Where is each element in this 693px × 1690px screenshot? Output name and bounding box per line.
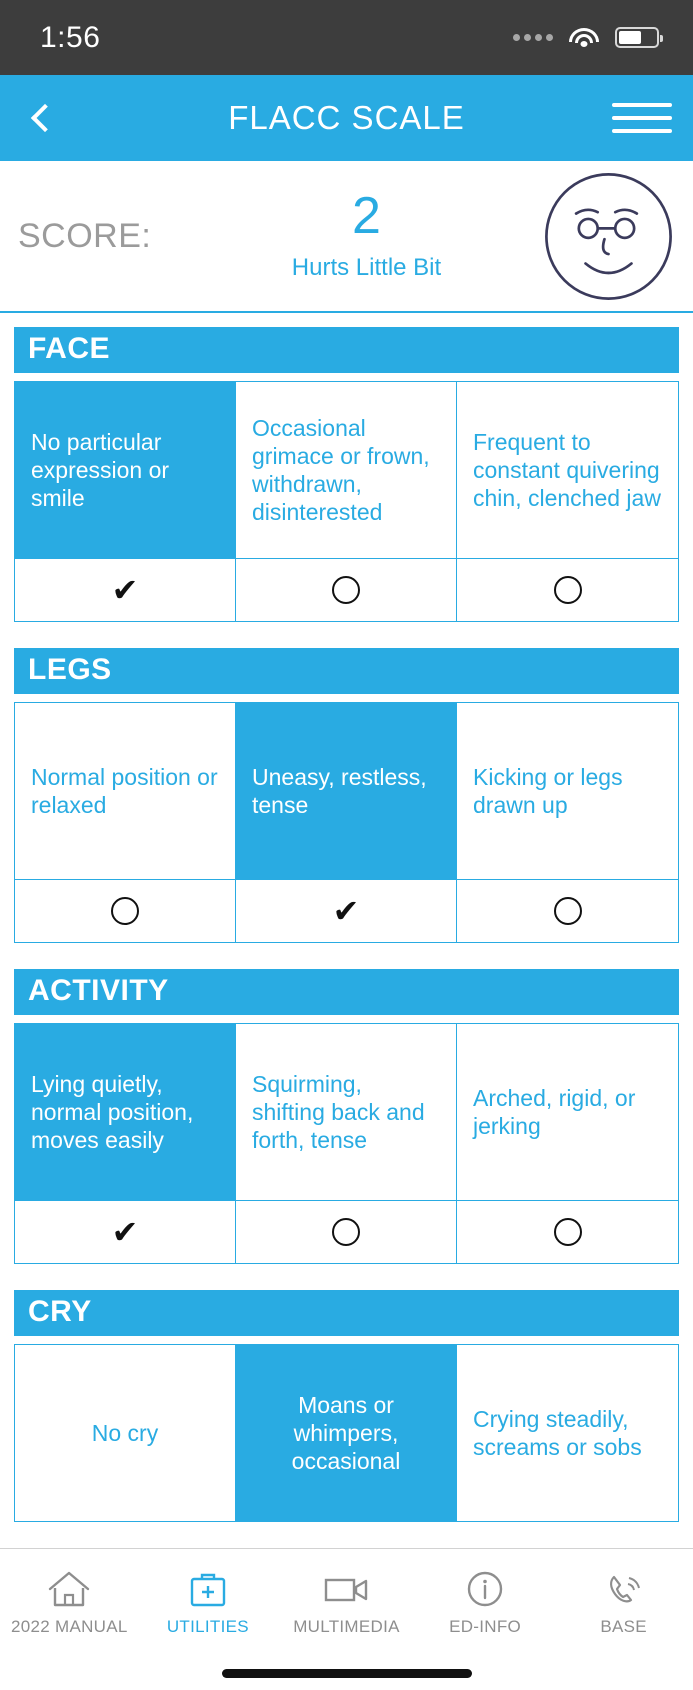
info-circle-icon [462,1569,508,1609]
option-check-selected[interactable] [15,559,236,621]
section-cry [14,1290,679,1522]
option-check[interactable] [457,559,678,621]
circle-outline-icon [332,576,360,604]
check-mark-icon: ✔ [332,893,360,929]
score-value: 2 [352,187,381,245]
option-cell[interactable]: Squirming, shifting back and forth, tense [236,1024,457,1200]
status-bar [0,0,693,75]
battery-icon [615,27,659,48]
option-check-selected[interactable] [236,880,457,942]
option-row [14,702,679,880]
option-check[interactable] [457,880,678,942]
check-row [14,1201,679,1264]
option-check[interactable] [15,880,236,942]
back-button[interactable] [0,108,90,128]
score-values [210,187,523,282]
section-face [14,327,679,622]
navigation-bar [0,75,693,161]
circle-outline-icon [554,576,582,604]
option-check[interactable] [457,1201,678,1263]
circle-outline-icon [332,1218,360,1246]
home-indicator[interactable] [0,1656,693,1690]
circle-outline-icon [554,897,582,925]
option-cell[interactable]: No particular expression or smile [15,382,236,558]
flacc-sections[interactable] [0,313,693,1548]
check-mark-icon: ✔ [111,572,139,608]
option-cell[interactable]: Moans or whimpers, occasional [236,1345,457,1521]
option-cell[interactable]: Occasional grimace or frown, withdrawn, disinterested [236,382,457,558]
section-title: ACTIVITY [14,969,679,1015]
home-icon [46,1569,92,1609]
phone-icon [601,1569,647,1609]
section-title: FACE [14,327,679,373]
status-indicators [513,27,659,49]
option-cell[interactable]: Lying quietly, normal position, moves easily [15,1024,236,1200]
option-cell[interactable]: Arched, rigid, or jerking [473,1084,636,1139]
option-row [14,1023,679,1201]
circle-outline-icon [111,897,139,925]
chevron-left-icon [31,104,59,132]
circle-outline-icon [554,1218,582,1246]
tab-label: BASE [600,1616,647,1636]
option-cell[interactable]: Normal position or relaxed [15,703,236,879]
option-cell[interactable]: Frequent to constant quivering chin, clenched jaw [473,428,661,512]
section-title: CRY [14,1290,679,1336]
option-cell[interactable]: Crying steadily, screams or sobs [473,1405,642,1460]
tab-2022-manual[interactable] [0,1569,139,1637]
tab-ed-info[interactable] [416,1569,555,1637]
section-legs [14,648,679,943]
score-header [0,161,693,313]
medical-kit-icon [185,1569,231,1609]
option-check[interactable] [236,559,457,621]
option-cell[interactable]: Uneasy, restless, tense [236,703,457,879]
tab-utilities[interactable] [139,1569,278,1637]
tab-bar [0,1548,693,1656]
option-check-selected[interactable] [15,1201,236,1263]
section-title: LEGS [14,648,679,694]
page-title: FLACC SCALE [228,99,465,136]
option-cell[interactable]: No cry [15,1345,236,1521]
check-mark-icon: ✔ [111,1214,139,1250]
tab-base[interactable] [554,1569,693,1637]
section-activity [14,969,679,1264]
status-time: 1:56 [40,20,101,54]
hamburger-menu-icon[interactable] [597,103,693,133]
video-camera-icon [320,1569,372,1609]
option-check[interactable] [236,1201,457,1263]
tab-label: 2022 MANUAL [10,1616,128,1636]
smiley-face-icon [523,169,693,304]
tab-multimedia[interactable] [277,1569,416,1637]
option-cell[interactable]: Kicking or legs drawn up [473,763,623,818]
tab-label: MULTIMEDIA [293,1616,400,1636]
signal-dots-icon [513,34,553,41]
check-row [14,559,679,622]
tab-label: ED-INFO [449,1616,522,1636]
option-row [14,1344,679,1522]
score-description: Hurts Little Bit [291,254,442,281]
option-row [14,381,679,559]
score-label: SCORE: [18,216,152,255]
check-row [14,880,679,943]
tab-label: UTILITIES [166,1616,249,1636]
wifi-icon [569,27,599,49]
